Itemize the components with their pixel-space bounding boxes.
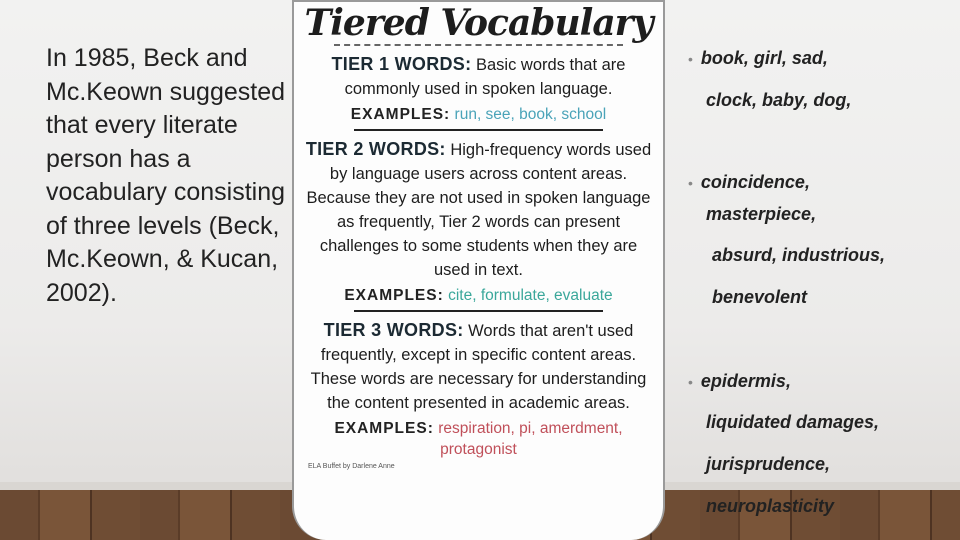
tier2-text: High-frequency words used by language users across content areas. Because they are not used in spoken language as frequently, Tier 2 words can present challenges to some students when they are used in text.: [306, 141, 652, 279]
bullet-item-tier3: [688, 371, 791, 392]
bullet-icon: •: [688, 51, 693, 67]
tier2-label: TIER 2 WORDS:: [305, 139, 446, 159]
line: masterpiece,: [706, 204, 817, 224]
bullet-icon: •: [688, 175, 693, 191]
tier3-text: Words that aren't used frequently, except in specific content areas. These words are necessary for understanding the content presented in academic areas.: [310, 322, 647, 412]
tier2-examples: [294, 285, 663, 306]
line: coincidence,: [700, 172, 810, 192]
tier3-label: TIER 3 WORDS:: [323, 320, 464, 340]
examples-label: EXAMPLES:: [350, 106, 451, 123]
divider: [354, 129, 603, 131]
line: jurisprudence,: [706, 454, 831, 474]
line: clock, baby, dog,: [706, 90, 852, 110]
tier1-examples: [294, 104, 663, 125]
bullet-item-tier2: [688, 172, 810, 193]
examples-label: EXAMPLES:: [334, 420, 434, 437]
tier1-description: [294, 52, 663, 101]
bullet-icon: •: [688, 374, 693, 390]
tier2-description: [294, 137, 663, 282]
line: benevolent: [712, 287, 808, 307]
tiered-vocabulary-poster: [292, 0, 665, 540]
tier3-examples: [294, 418, 663, 460]
tier1-example-words: run, see, book, school: [454, 106, 607, 123]
divider: [354, 310, 603, 312]
tier3-example-words: respiration, pi, amerdment, protagonist: [438, 420, 623, 458]
line: epidermis,: [700, 371, 791, 391]
examples-label: EXAMPLES:: [344, 287, 444, 304]
line: liquidated damages,: [706, 412, 880, 432]
tier2-example-words: cite, formulate, evaluate: [448, 287, 613, 304]
bullet-item-tier1: [688, 48, 828, 69]
line: neuroplasticity: [706, 496, 835, 516]
intro-text: In 1985, Beck and Mc.Keown suggested that every literate person has a vocabulary consisting of three levels (Beck, Mc.Keown, & Kucan, 2002).: [46, 44, 286, 307]
title-underline: [334, 44, 623, 46]
tier3-description: [294, 318, 663, 415]
poster-credit-logo: ELA Buffet by Darlene Anne: [308, 463, 395, 470]
line: book, girl, sad,: [700, 48, 828, 68]
tier1-label: TIER 1 WORDS:: [331, 54, 472, 74]
line: absurd, industrious,: [712, 245, 886, 265]
poster-title: Tiered Vocabulary: [304, 2, 653, 44]
tier1-text: Basic words that are commonly used in spoken language.: [344, 56, 626, 98]
